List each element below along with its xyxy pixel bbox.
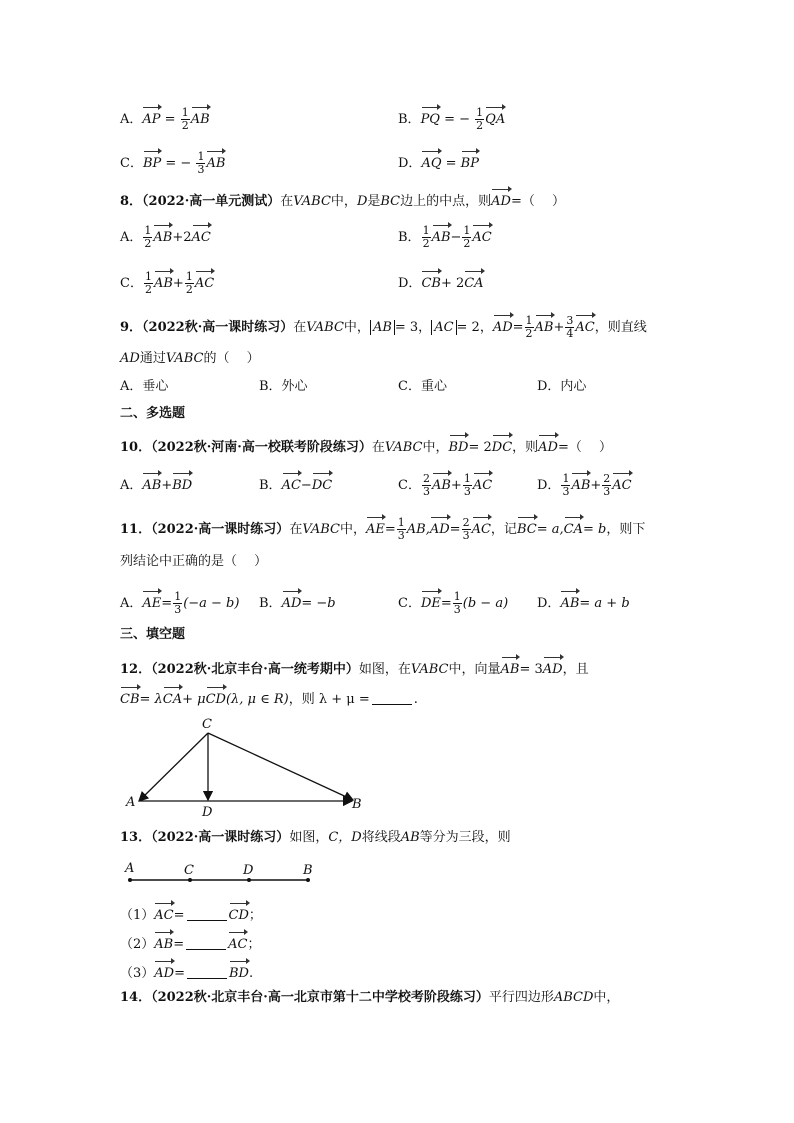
q13-answer-blank-3[interactable] [187, 964, 227, 979]
q7-option-d[interactable]: D．AQ = BP [398, 148, 479, 174]
q8-option-d[interactable]: D．CB+ 2CA [398, 268, 484, 294]
label-c: C [202, 717, 212, 732]
q11-option-a[interactable]: A．AE= $\frac{1}{3}$ (−a − b) [120, 590, 240, 616]
point-b [306, 878, 310, 882]
point-d [247, 878, 251, 882]
q13-answer-blank-1[interactable] [187, 906, 227, 921]
label-a: A [125, 861, 135, 876]
label-b: B [303, 863, 313, 878]
vector-ca [139, 733, 208, 801]
section-multiple-choice: 二、多选题 [120, 406, 186, 421]
q13-sub-1: （1）AC= CD； [120, 900, 680, 926]
q9-stem: 9．（2022秋·高一课时练习）在VABC中， AB = 3， AC = 2，AD= $\frac{1}{2}$ AB+ $\frac{3}{4}$ AC，则直线 [120, 314, 647, 340]
q7-option-c[interactable]: C．BP = − $\frac{1}{3}$ AB [120, 150, 226, 176]
q10-option-d[interactable]: D． $\frac{1}{3}$ AB+ $\frac{2}{3}$ AC [537, 472, 632, 498]
q11-option-c[interactable]: C．DE= $\frac{1}{3}$ (b − a) [398, 590, 509, 616]
label-d: D [202, 805, 213, 818]
q12-answer-blank[interactable] [372, 690, 412, 705]
q9-option-a[interactable]: A．垂心 [120, 379, 169, 394]
q13-answer-blank-2[interactable] [186, 935, 226, 950]
q11-option-b[interactable]: B．AD= −b [259, 588, 336, 614]
q13-stem: 13．（2022·高一课时练习）如图，C，D将线段AB等分为三段，则 [120, 830, 511, 845]
q10-option-b[interactable]: B．AC−DC [259, 470, 332, 496]
q9-option-b[interactable]: B．外心 [259, 379, 308, 394]
label-c: C [184, 863, 194, 878]
q13-segment-figure [120, 860, 330, 890]
q7-option-b[interactable]: B．PQ = − $\frac{1}{2}$ QA [398, 106, 506, 132]
q8-option-b[interactable]: B． $\frac{1}{2}$ AB− $\frac{1}{2}$ AC [398, 224, 492, 250]
q9-option-c[interactable]: C．重心 [398, 379, 447, 394]
q10-option-a[interactable]: A．AB+BD [120, 470, 192, 496]
point-a [128, 878, 132, 882]
q8-option-a[interactable]: A． $\frac{1}{2}$ AB+2AC [120, 224, 211, 250]
section-fill-in: 三、填空题 [120, 627, 186, 642]
label-b: B [352, 797, 362, 812]
q12-triangle-figure [120, 712, 380, 818]
q10-stem: 10．（2022秋·河南·高一校联考阶段练习）在VABC中，BD= 2DC，则AD=（ ） [120, 432, 680, 458]
q8-stem: 8．（2022·高一单元测试）在VABC中，D是BC边上的中点，则AD=（ ） [120, 186, 680, 212]
vector-cb [208, 733, 353, 800]
q7-option-a[interactable]: A．AP = $\frac{1}{2}$ AB [120, 106, 210, 132]
label-a: A [126, 795, 136, 810]
q11-stem-line2: 列结论中正确的是（ ） [120, 554, 268, 569]
point-c [188, 878, 192, 882]
q9-option-d[interactable]: D．内心 [537, 379, 587, 394]
q13-sub-3: （3）AD= BD. [120, 958, 680, 984]
q14-stem: 14．（2022秋·北京丰台·高一北京市第十二中学校考阶段练习）平行四边形ABCD中， [120, 990, 620, 1005]
label-d: D [243, 863, 254, 878]
q13-sub-2: （2）AB= AC； [120, 929, 680, 955]
q8-option-c[interactable]: C． $\frac{1}{2}$ AB+ $\frac{1}{2}$ AC [120, 270, 215, 296]
q10-option-c[interactable]: C． $\frac{2}{3}$ AB+ $\frac{1}{3}$ AC [398, 472, 493, 498]
q9-stem-line2: AD通过VABC的（ ） [120, 351, 260, 366]
q12-stem-line2: CB= λCA+ μCD(λ, μ ∈ R)，则 λ + μ = . [120, 684, 680, 710]
q12-stem: 12．（2022秋·北京丰台·高一统考期中）如图，在VABC中，向量AB= 3AD，且 [120, 654, 680, 680]
q11-stem: 11．（2022·高一课时练习）在VABC中，AE= $\frac{1}{3}$ AB,AD= $\frac{2}{3}$ AC，记BC= a,CA= b，则下 [120, 516, 646, 542]
q11-option-d[interactable]: D．AB= a + b [537, 588, 630, 614]
